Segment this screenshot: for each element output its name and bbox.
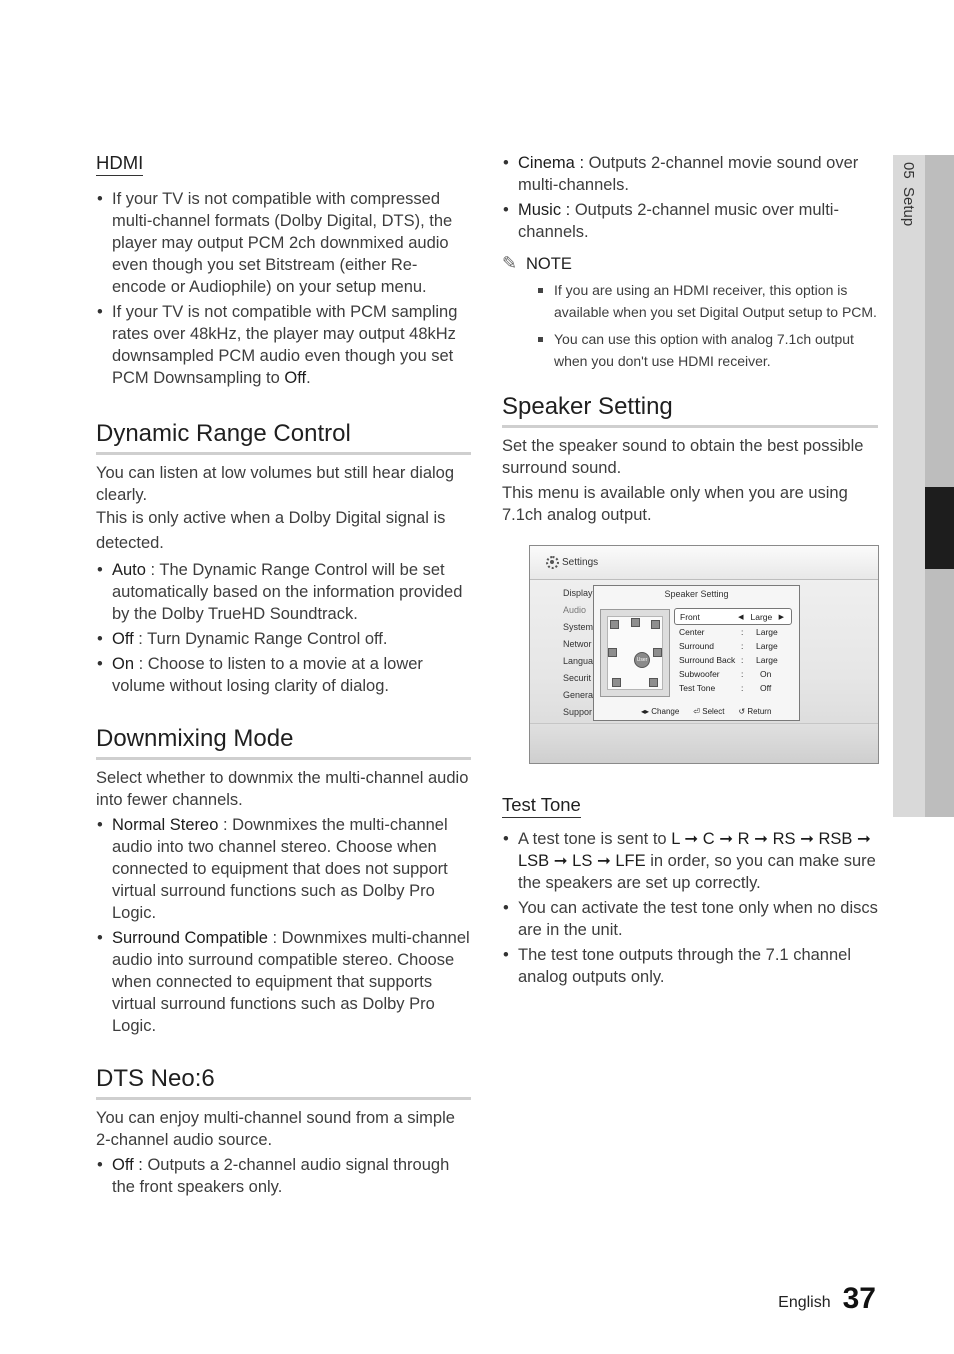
note-item-1: If you are using an HDMI receiver, this option is available when you set Digital Output setup to PCM. bbox=[538, 279, 878, 323]
option-keyword: Cinema : bbox=[518, 154, 585, 172]
speaker-setting-section bbox=[502, 392, 878, 764]
setting-value: Large bbox=[756, 641, 778, 651]
popup-title bbox=[594, 589, 799, 599]
option-keyword: On bbox=[112, 655, 135, 673]
chapter-side-tab-marker bbox=[925, 487, 954, 569]
dynamic-range-option-off bbox=[96, 628, 471, 650]
dynamic-range-options bbox=[96, 559, 471, 697]
dynamic-range-option-auto bbox=[96, 559, 471, 625]
dts-intro: You can enjoy multi-channel sound from a simple 2-channel audio source. bbox=[96, 1109, 455, 1149]
settings-title-text: Settings bbox=[562, 557, 599, 568]
speaker-back-left-icon bbox=[612, 678, 621, 687]
setting-row-center[interactable] bbox=[674, 625, 792, 639]
option-keyword: Off bbox=[112, 630, 134, 648]
setting-value: On bbox=[760, 669, 772, 679]
speaker-center-icon bbox=[631, 618, 640, 627]
dts-option-music bbox=[502, 199, 878, 243]
settings-screenshot bbox=[529, 545, 879, 764]
hdmi-bullet-2-keyword: Off bbox=[284, 369, 307, 387]
menu-item-network[interactable]: Networ bbox=[563, 639, 592, 649]
setting-label: Surround bbox=[679, 641, 714, 651]
menu-item-support[interactable]: Suppor bbox=[563, 707, 593, 717]
hdmi-bullets bbox=[96, 188, 471, 389]
setting-separator: : bbox=[741, 655, 744, 665]
hint-change-label: Change bbox=[651, 707, 680, 716]
chapter-number: 05 bbox=[900, 162, 917, 179]
downmixing-heading: Downmixing Mode bbox=[96, 724, 471, 760]
hdmi-bullet-2-text: If your TV is not compatible with PCM sampling rates over 48kHz, the player may output 48kHz downsampled PCM audio even though you set PCM Downsampling to bbox=[112, 303, 458, 387]
note-heading bbox=[502, 252, 878, 275]
left-column bbox=[96, 152, 471, 1198]
hint-select-label: Select bbox=[702, 707, 725, 716]
listener-icon: User bbox=[634, 652, 650, 668]
downmixing-section bbox=[96, 724, 471, 1037]
test-tone-bullet-1 bbox=[502, 828, 878, 894]
settings-footer-bar bbox=[530, 723, 878, 763]
popup-hint-bar bbox=[641, 707, 771, 716]
room-outline bbox=[607, 616, 663, 690]
gear-icon bbox=[546, 556, 559, 569]
setting-separator: : bbox=[741, 627, 744, 637]
option-keyword: Normal Stereo bbox=[112, 816, 219, 834]
speaker-setting-popup bbox=[593, 585, 800, 721]
dts-options-left bbox=[96, 1154, 471, 1198]
option-text: Outputs 2-channel music over multi-channels. bbox=[518, 201, 839, 241]
menu-item-language[interactable]: Langua bbox=[563, 656, 594, 666]
setting-value: Large bbox=[756, 627, 778, 637]
downmixing-options bbox=[96, 814, 471, 1037]
test-tone-section bbox=[502, 794, 878, 988]
hint-return-label: Return bbox=[747, 707, 772, 716]
downmixing-intro: Select whether to downmix the multi-channel audio into fewer channels. bbox=[96, 769, 469, 809]
setting-separator: : bbox=[741, 641, 744, 651]
dts-section bbox=[96, 1064, 471, 1198]
speaker-back-right-icon bbox=[649, 678, 658, 687]
option-keyword: Surround Compatible bbox=[112, 929, 268, 947]
setting-label: Surround Back bbox=[679, 655, 736, 665]
enter-icon: ⏎ bbox=[693, 707, 700, 716]
dts-option-cinema bbox=[502, 152, 878, 196]
settings-title bbox=[546, 556, 598, 569]
setting-label: Subwoofer bbox=[679, 669, 720, 679]
speaker-front-right-icon bbox=[651, 620, 660, 629]
speaker-setting-intro-2: This menu is available only when you are using 7.1ch analog output. bbox=[502, 484, 848, 524]
option-keyword: Music : bbox=[518, 201, 571, 219]
setting-value: Large bbox=[750, 611, 773, 622]
test-tone-bullet-3: • The test tone outputs through the 7.1 channel analog outputs only. bbox=[502, 944, 878, 988]
chapter-side-label bbox=[897, 162, 919, 282]
hint-change bbox=[641, 707, 679, 716]
note-label: NOTE bbox=[526, 255, 572, 273]
speaker-surround-right-icon bbox=[653, 648, 662, 657]
setting-row-test-tone[interactable] bbox=[674, 681, 792, 695]
speaker-layout-diagram bbox=[600, 609, 670, 697]
hdmi-section bbox=[96, 152, 471, 389]
setting-label: Center bbox=[679, 627, 705, 637]
speaker-settings-list bbox=[674, 608, 792, 695]
downmixing-option-surround-compatible bbox=[96, 927, 471, 1037]
return-icon: ↺ bbox=[738, 707, 746, 716]
setting-label: Front bbox=[680, 611, 700, 622]
hint-return bbox=[738, 707, 771, 716]
pencil-icon: ✎ bbox=[502, 253, 518, 273]
footer-language: English bbox=[778, 1294, 831, 1311]
hint-select bbox=[693, 707, 724, 716]
hdmi-bullet-2-end: . bbox=[306, 369, 311, 387]
test-tone-heading: Test Tone bbox=[502, 794, 581, 818]
test-tone-bullet-2: • You can activate the test tone only when no discs are in the unit. bbox=[502, 897, 878, 941]
option-text: : Downmixes multi-channel audio into surround compatible stereo. Choose when connected to equipment that supports virtual surround functions such as Dolby Pro Logic. bbox=[112, 929, 470, 1035]
dts-option-off bbox=[96, 1154, 471, 1198]
option-text: : Choose to listen to a movie at a lower volume without losing clarity of dialog. bbox=[112, 655, 423, 695]
chapter-side-tab-band bbox=[925, 155, 954, 817]
dts-options-right bbox=[502, 152, 878, 243]
dynamic-range-option-on bbox=[96, 653, 471, 697]
dts-heading: DTS Neo:6 bbox=[96, 1064, 471, 1100]
option-keyword: Auto bbox=[112, 561, 146, 579]
setting-row-surround[interactable] bbox=[674, 639, 792, 653]
option-text: : Turn Dynamic Range Control off. bbox=[133, 630, 388, 648]
speaker-setting-heading: Speaker Setting bbox=[502, 392, 878, 428]
setting-separator: : bbox=[741, 669, 744, 679]
option-text: : Downmixes the multi-channel audio into two channel stereo. Choose when connected to equipment that does not support virtual surround functions such as Dolby Pro Logic. bbox=[112, 816, 448, 922]
menu-item-display[interactable]: Display bbox=[563, 588, 593, 598]
page-number: 37 bbox=[842, 1282, 876, 1315]
test-tone-sequence: L ➞ C ➞ R ➞ RS ➞ RSB ➞ LSB ➞ LS ➞ LFE bbox=[518, 830, 871, 870]
option-keyword: Off : bbox=[112, 1156, 143, 1174]
dynamic-range-intro-2: This is only active when a Dolby Digital signal is detected. bbox=[96, 509, 446, 552]
menu-item-security[interactable]: Securit bbox=[563, 673, 592, 683]
speaker-setting-intro-1: Set the speaker sound to obtain the best possible surround sound. bbox=[502, 437, 864, 477]
test-tone-bullets bbox=[502, 828, 878, 988]
option-text: Outputs a 2-channel audio signal through the front speakers only. bbox=[112, 1156, 450, 1196]
settings-menu bbox=[563, 587, 593, 723]
popup-title-text: Speaker Setting bbox=[664, 589, 729, 599]
hdmi-bullet-1: • If your TV is not compatible with compressed multi-channel formats (Dolby Digital, DTS), the player may output PCM 2ch downmixed audio even though you set Bitstream (either Re-encode or Audiophile) on your setup menu. bbox=[96, 188, 471, 298]
hdmi-bullet-2 bbox=[96, 301, 471, 389]
hdmi-heading: HDMI bbox=[96, 152, 143, 176]
dynamic-range-section bbox=[96, 419, 471, 697]
setting-value: Large bbox=[756, 655, 778, 665]
option-text: : The Dynamic Range Control will be set automatically based on the information provided by the Dolby TrueHD Soundtrack. bbox=[112, 561, 463, 623]
menu-item-general[interactable]: Genera bbox=[563, 690, 594, 700]
arrow-right-icon[interactable]: ▶ bbox=[778, 613, 784, 621]
left-right-arrows-icon: ◂▸ bbox=[641, 707, 650, 716]
menu-item-audio[interactable]: Audio bbox=[563, 605, 587, 615]
setting-row-front[interactable] bbox=[674, 608, 792, 625]
page-footer bbox=[778, 1283, 876, 1315]
setting-value: Off bbox=[760, 683, 772, 693]
setting-row-subwoofer[interactable] bbox=[674, 667, 792, 681]
downmixing-option-normal-stereo bbox=[96, 814, 471, 924]
note-list bbox=[538, 279, 878, 372]
dynamic-range-intro-1: You can listen at low volumes but still hear dialog clearly. bbox=[96, 464, 455, 504]
option-text: Outputs 2-channel movie sound over multi-channels. bbox=[518, 154, 859, 194]
arrow-left-icon[interactable]: ◀ bbox=[738, 613, 744, 621]
settings-title-bar bbox=[530, 546, 878, 580]
setting-separator: : bbox=[741, 683, 744, 693]
speaker-front-left-icon bbox=[610, 620, 619, 629]
speaker-surround-left-icon bbox=[608, 648, 617, 657]
dynamic-range-heading: Dynamic Range Control bbox=[96, 419, 471, 455]
test-tone-suffix: in order, so you can make sure the speakers are set up correctly. bbox=[518, 852, 876, 892]
setting-label: Test Tone bbox=[679, 683, 716, 693]
right-column bbox=[502, 152, 878, 988]
note-item-2: You can use this option with analog 7.1ch output when you don't use HDMI receiver. bbox=[538, 328, 878, 372]
test-tone-prefix: A test tone is sent to bbox=[518, 830, 672, 848]
note-block bbox=[502, 252, 878, 372]
chapter-section: Setup bbox=[900, 187, 917, 227]
menu-item-system[interactable]: System bbox=[563, 622, 594, 632]
setting-row-surround-back[interactable] bbox=[674, 653, 792, 667]
